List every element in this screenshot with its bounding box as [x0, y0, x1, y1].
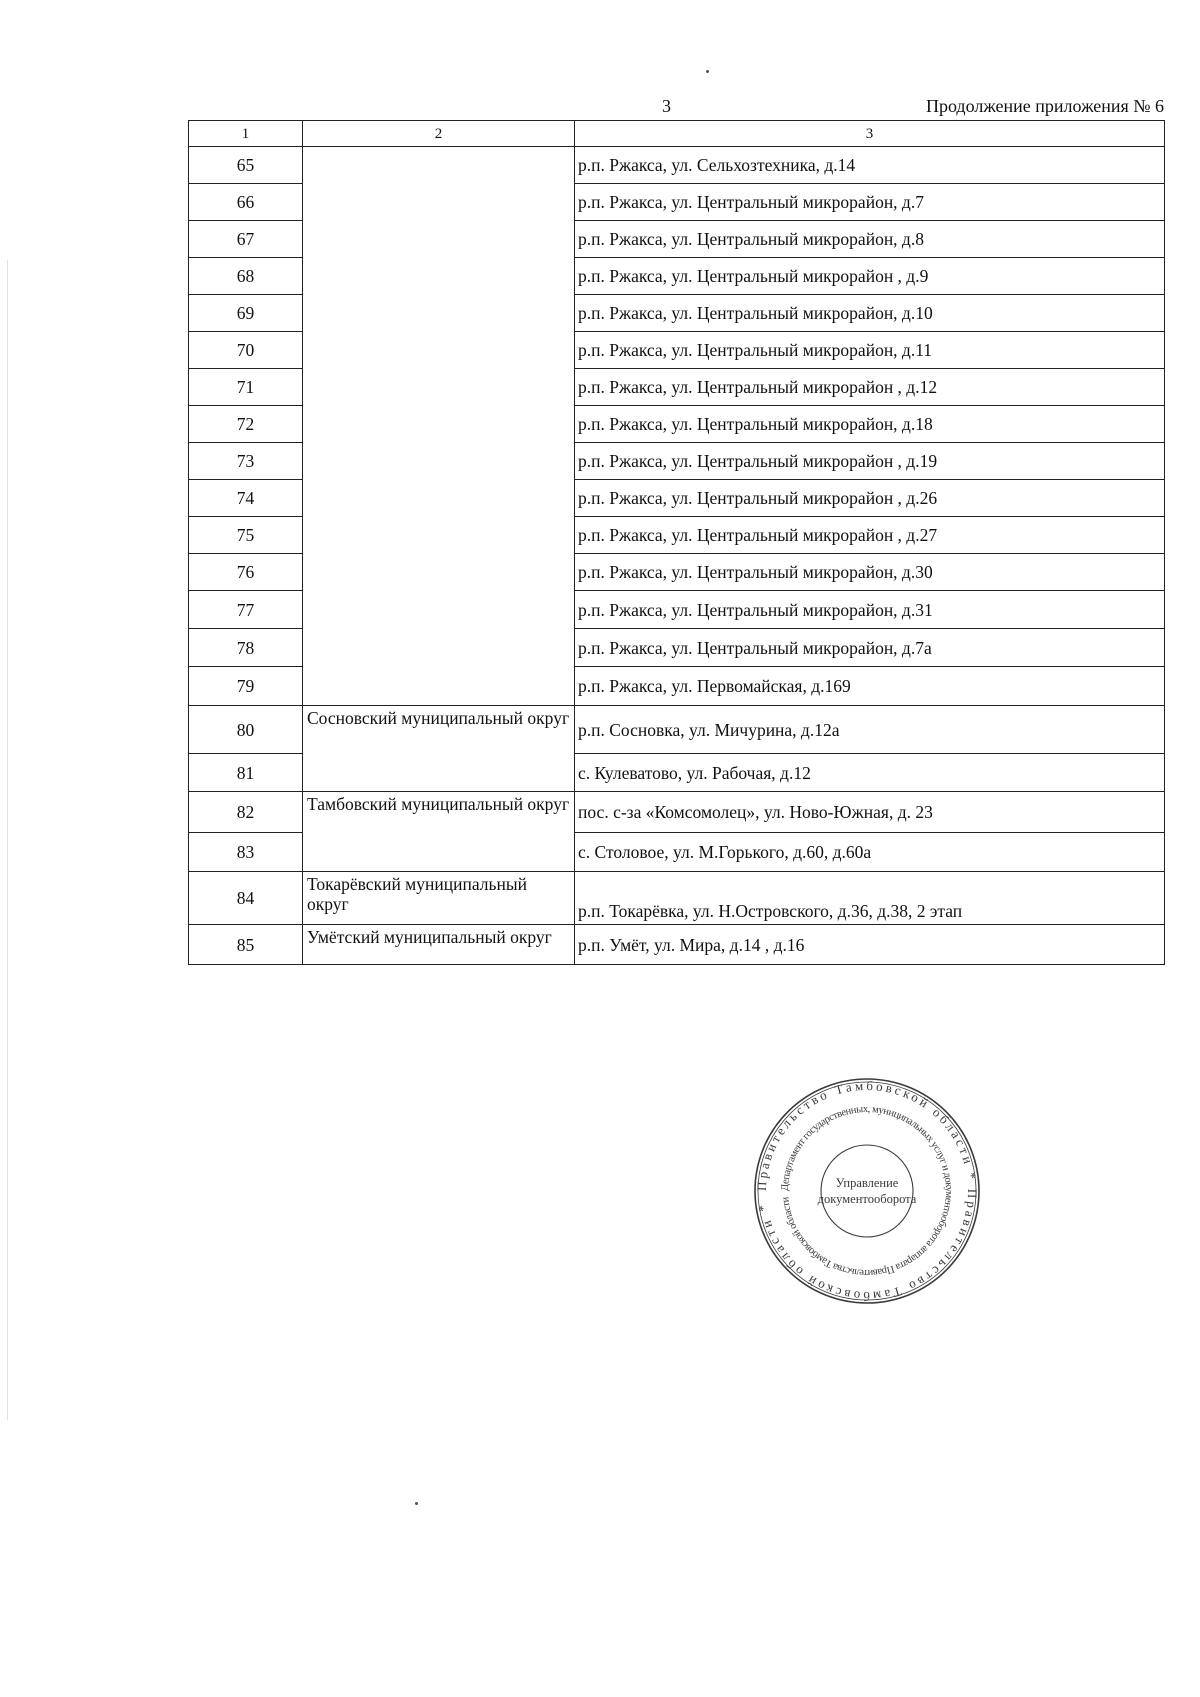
district-cell-empty [303, 147, 575, 706]
seal-center-line-1: Управление [835, 1176, 899, 1190]
row-address: р.п. Ржакса, ул. Сельхозтехника, д.14 [575, 147, 1165, 184]
column-header: 2 [303, 121, 575, 147]
district-name: Токарёвский муниципальный округ [303, 872, 575, 925]
row-number: 66 [189, 184, 303, 221]
table-row [189, 706, 1165, 754]
row-number: 65 [189, 147, 303, 184]
row-address: р.п. Ржакса, ул. Центральный микрорайон , д.12 [575, 369, 1165, 406]
row-number: 69 [189, 295, 303, 332]
district-name: Тамбовский муниципальный округ [303, 792, 575, 872]
row-address: р.п. Ржакса, ул. Центральный микрорайон, д.11 [575, 332, 1165, 369]
scan-speck [706, 70, 709, 73]
row-number: 83 [189, 833, 303, 872]
seal-outer-text: Правительство Тамбовской области * Правительство Тамбовской области * [753, 1077, 981, 1305]
row-number: 85 [189, 925, 303, 965]
row-number: 73 [189, 443, 303, 480]
district-cell [303, 925, 575, 965]
table-row [189, 792, 1165, 833]
row-number: 81 [189, 754, 303, 792]
table-header-row [189, 121, 1165, 147]
addresses-table [188, 120, 1165, 965]
row-number: 76 [189, 554, 303, 591]
row-address: р.п. Ржакса, ул. Центральный микрорайон , д.9 [575, 258, 1165, 295]
column-header: 3 [575, 121, 1165, 147]
seal-center-ring [821, 1145, 913, 1237]
row-number: 72 [189, 406, 303, 443]
row-number: 82 [189, 792, 303, 833]
row-number: 74 [189, 480, 303, 517]
row-address: р.п. Ржакса, ул. Центральный микрорайон, д.7 [575, 184, 1165, 221]
table-row [189, 872, 1165, 925]
row-address: с. Кулеватово, ул. Рабочая, д.12 [575, 754, 1165, 792]
row-number: 84 [189, 872, 303, 925]
row-number: 78 [189, 629, 303, 667]
row-address: р.п. Сосновка, ул. Мичурина, д.12а [575, 706, 1165, 754]
row-number: 70 [189, 332, 303, 369]
row-number: 68 [189, 258, 303, 295]
seal-inner-text: Департамент государственных, муниципальных услуг и документооборота аппарата Правительства Тамбовской области [779, 1103, 955, 1279]
row-number: 79 [189, 667, 303, 706]
scan-margin-shadow [7, 260, 8, 1420]
row-address: р.п. Ржакса, ул. Центральный микрорайон, д.10 [575, 295, 1165, 332]
row-number: 71 [189, 369, 303, 406]
row-address: р.п. Ржакса, ул. Первомайская, д.169 [575, 667, 1165, 706]
row-address: р.п. Ржакса, ул. Центральный микрорайон, д.30 [575, 554, 1165, 591]
official-seal [752, 1076, 982, 1306]
row-number: 80 [189, 706, 303, 754]
table-row [189, 925, 1165, 965]
row-address: р.п. Ржакса, ул. Центральный микрорайон, д.18 [575, 406, 1165, 443]
table-row [189, 147, 1165, 184]
row-address: р.п. Ржакса, ул. Центральный микрорайон, д.31 [575, 591, 1165, 629]
row-number: 77 [189, 591, 303, 629]
district-name: Сосновский муниципальный округ [303, 706, 575, 792]
row-number: 75 [189, 517, 303, 554]
row-address: р.п. Ржакса, ул. Центральный микрорайон , д.26 [575, 480, 1165, 517]
scan-speck [415, 1502, 418, 1505]
row-address: р.п. Ржакса, ул. Центральный микрорайон, д.7а [575, 629, 1165, 667]
row-number: 67 [189, 221, 303, 258]
district-name: Умётский муниципальный округ [307, 927, 552, 947]
appendix-continuation-note: Продолжение приложения № 6 [925, 96, 1164, 116]
row-address: р.п. Ржакса, ул. Центральный микрорайон , д.19 [575, 443, 1165, 480]
row-address: р.п. Умёт, ул. Мира, д.14 , д.16 [575, 925, 1165, 965]
row-address: р.п. Токарёвка, ул. Н.Островского, д.36, д.38, 2 этап [575, 872, 1165, 925]
row-address: р.п. Ржакса, ул. Центральный микрорайон, д.8 [575, 221, 1165, 258]
row-address: р.п. Ржакса, ул. Центральный микрорайон , д.27 [575, 517, 1165, 554]
row-address: пос. с-за «Комсомолец», ул. Ново-Южная, д. 23 [575, 792, 1165, 833]
page-number: 3 [662, 96, 671, 116]
row-address: с. Столовое, ул. М.Горького, д.60, д.60а [575, 833, 1165, 872]
seal-center-line-2: документооборота [817, 1192, 917, 1206]
column-header: 1 [189, 121, 303, 147]
